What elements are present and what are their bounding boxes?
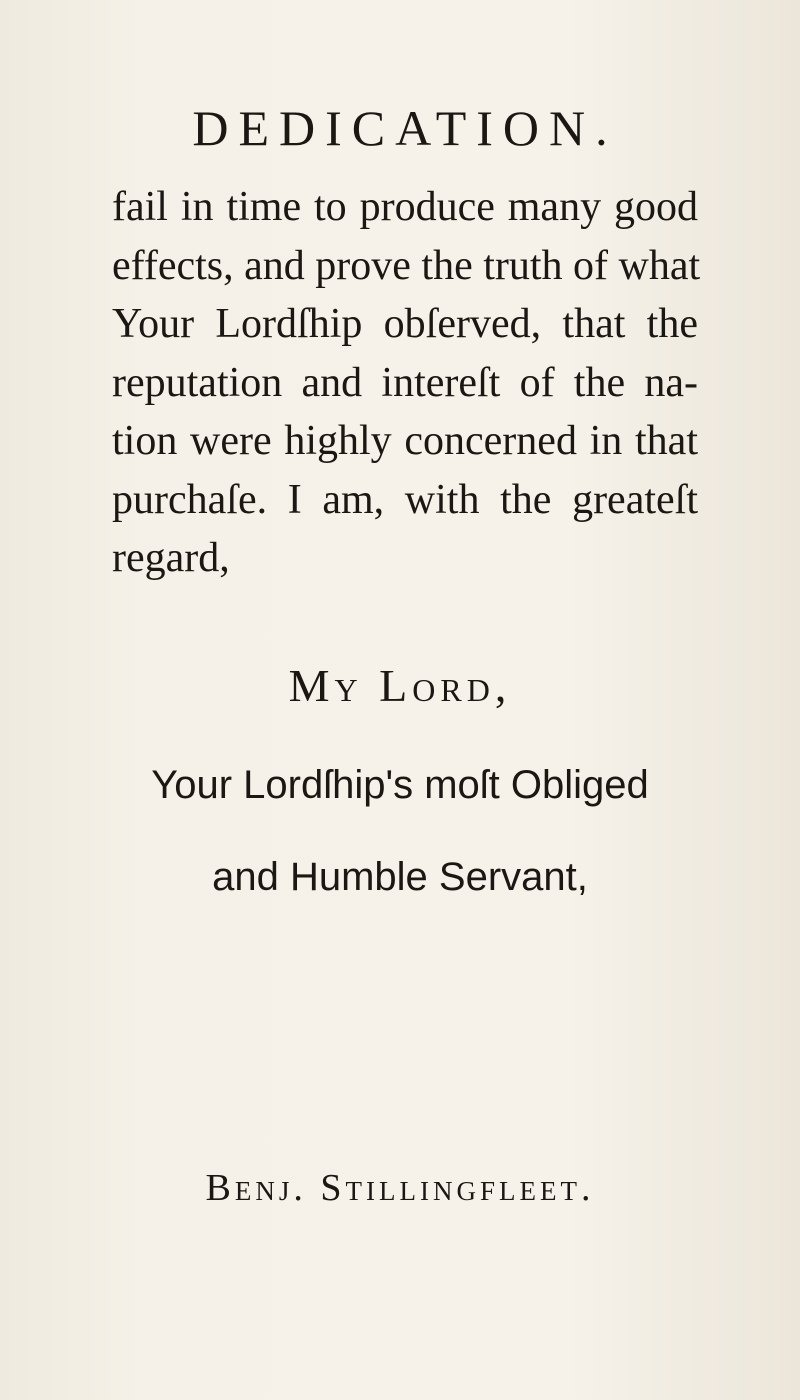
body-line: fail in time to produce many good: [112, 184, 698, 230]
body-line: Your Lordſhip obſerved, that the: [112, 301, 698, 347]
closing-line: Your Lordſhip's moſt Obliged: [151, 763, 649, 807]
signature: Benj. Stillingfleet.: [205, 1167, 595, 1209]
salutation: My Lord,: [288, 660, 512, 711]
body-line: purchaſe. I am, with the greateſt: [112, 476, 698, 523]
body-line: effects, and prove the truth of what: [112, 242, 701, 289]
dedication-heading: DEDICATION.: [192, 100, 618, 156]
body-line: reputation and intereſt of the na-: [112, 359, 698, 406]
body-line: tion were highly concerned in that: [112, 418, 698, 464]
closing-line: and Humble Servant,: [212, 855, 588, 899]
dedication-body: [112, 178, 701, 588]
body-line: regard,: [112, 535, 230, 581]
